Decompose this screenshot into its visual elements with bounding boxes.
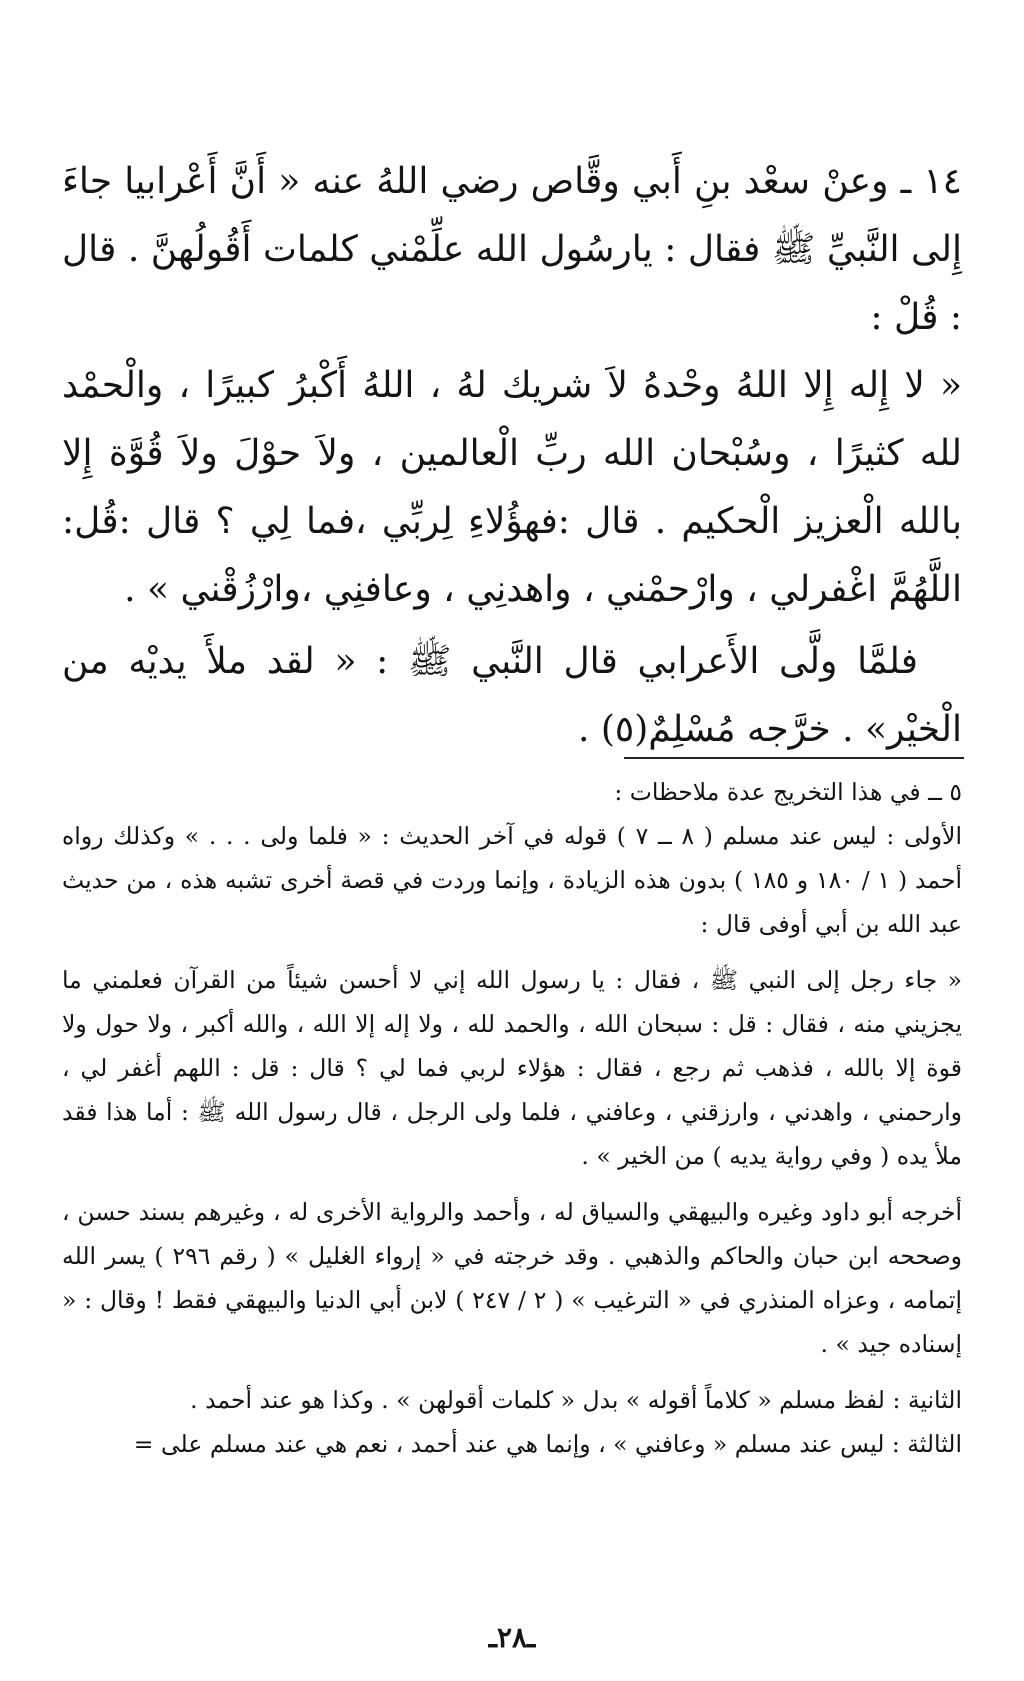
- footnote-note-second: الثانية : لفظ مسلم « كلاماً أقوله » بدل « كلمات أقولهن » . وكذا هو عند أحمد .: [190, 1386, 962, 1414]
- hadith-intro: ١٤ ـ وعنْ سعْد بنِ أَبي وقَّاص رضي اللهُ عنه « أَنَّ أَعْرابيا جاءَ إِلى النَّبيِّ ﷺ فقال : يارسُول الله علِّمْني كلمات أَقُولُهنَّ . قال : قُلْ :: [62, 161, 962, 338]
- hadith-conclusion: فلمَّا ولَّى الأَعرابي قال النَّبي ﷺ : « لقد ملأَ يديْه من الْخيْر» . خرَّجه مُسْلِمٌ(٥) .: [62, 641, 962, 750]
- footnotes: [62, 770, 962, 1466]
- footnote-note-first: الأولى : ليس عند مسلم ( ٨ ــ ٧ ) قوله في آخر الحديث : « فلما ولى . . . » وكذلك رواه أحمد ( ١ / ١٨٠ و ١٨٥ ) بدون هذه الزيادة ، وإنما وردت في قصة أخرى تشبه هذه ، من حديث عبد الله بن أبي أوفى قال :: [62, 822, 962, 938]
- footnote-heading: ٥ ــ في هذا التخريج عدة ملاحظات :: [614, 778, 962, 806]
- footnote-quoted-hadith: « جاء رجل إلى النبي ﷺ ، فقال : يا رسول الله إني لا أحسن شيئاً من القرآن فعلمني ما يجزيني منه ، فقال : قل : سبحان الله ، والحمد لله ، ولا إله إلا الله ، والله أكبر ، ولا حول ولا قوة إلا بالله ، فذهب ثم رجع ، فقال : هؤلاء لربي فما لي ؟ قال : قل : اللهم أغفر لي ، وارحمني ، واهدني ، وارزقني ، وعافني ، فلما ولى الرجل ، قال رسول الله ﷺ : أما هذا فقد ملأ يده ( وفي رواية يديه ) من الخير » .: [62, 966, 962, 1170]
- footnote-separator: [624, 757, 964, 759]
- hadith-text: [62, 148, 962, 764]
- footnote-note-third: الثالثة : ليس عند مسلم « وعافني » ، وإنما هي عند أحمد ، نعم هي عند مسلم على =: [133, 1430, 962, 1458]
- hadith-dhikr: « لا إِله إِلا اللهُ وحْدهُ لاَ شريك لهُ ، اللهُ أَكْبرُ كبيرًا ، والْحمْد لله كثيرًا ، وسُبْحان الله ربِّ الْعالمين ، ولاَ حوْلَ ولاَ قُوَّة إِلا بالله الْعزيز الْحكيم . قال :فهؤُلاءِ لِربِّي ،فما لِي ؟ قال :قُل: اللَّهُمَّ اغْفرلي ، وارْحمْني ، واهدنِي ، وعافنِي ،وارْزُقْني » .: [62, 365, 962, 610]
- footnote-takhrij: أخرجه أبو داود وغيره والبيهقي والسياق له ، وأحمد والرواية الأخرى له ، وغيرهم بسند حسن ، وصححه ابن حبان والحاكم والذهبي . وقد خرجته في « إرواء الغليل » ( رقم ٢٩٦ ) يسر الله إتمامه ، وعزاه المنذري في « الترغيب » ( ٢ / ٢٤٧ ) لابن أبي الدنيا والبيهقي فقط ! وقال : « إسناده جيد » .: [62, 1198, 963, 1358]
- page-number: ـ٢٨ـ: [488, 1621, 536, 1654]
